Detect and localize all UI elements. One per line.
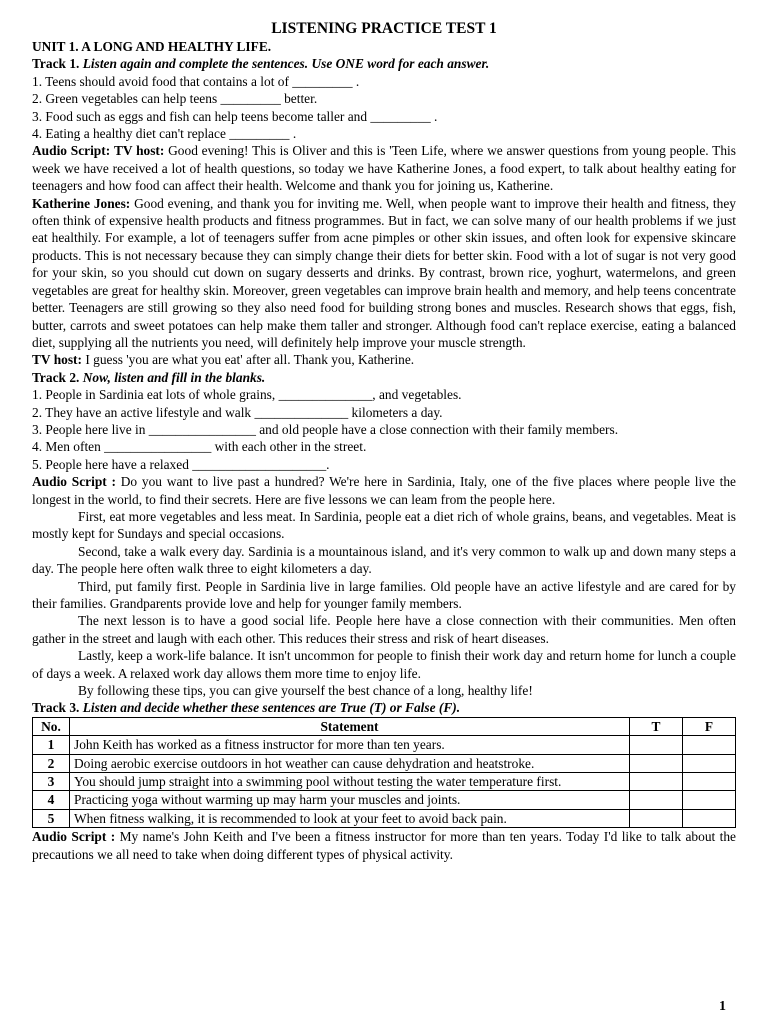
- speaker-label: TV host:: [113, 143, 165, 159]
- track1-host-intro: [32, 142, 736, 194]
- row-number: 4: [33, 791, 70, 809]
- table-row: [33, 809, 736, 827]
- row-statement: When fitness walking, it is recommended to look at your feet to avoid back pain.: [70, 809, 630, 827]
- table-row: [33, 736, 736, 754]
- script-text: Do you want to live past a hundred? We're here in Sardinia, Italy, one of the five places where people live the longest in the world, to find their secrets. Here are five lessons we can leam from the people here.: [32, 474, 736, 507]
- header-statement: Statement: [70, 717, 630, 735]
- script-text: My name's John Keith and I've been a fitness instructor for more than ten years. Today I'd like to talk about the precautions we all need to take when doing different types of physical activity.: [32, 829, 736, 862]
- track3-heading: [32, 699, 736, 716]
- track2-paragraph: The next lesson is to have a good social life. People here have a close connection with their communities. Men often gather in the street and laugh with each other. This reduces their stress and risk of heart diseases.: [32, 613, 736, 646]
- table-row: [33, 754, 736, 772]
- false-answer-cell[interactable]: [683, 736, 736, 754]
- track3-instruction: Listen and decide whether these sentences are True (T) or False (F).: [82, 700, 461, 716]
- header-false: F: [683, 717, 736, 735]
- unit-heading: UNIT 1. A LONG AND HEALTHY LIFE.: [32, 39, 272, 54]
- track2-heading: [32, 369, 736, 386]
- row-number: 3: [33, 773, 70, 791]
- script-label: Audio Script :: [32, 474, 116, 490]
- track1-item: 3. Food such as eggs and fish can help teens become taller and _________ .: [32, 108, 438, 124]
- speech-text: Good evening! This is Oliver and this is 'Teen Life, where we answer questions from young people. This week we have received a lot of health questions, so today we have Katherine Jones, a food expert, to talk about healthy eating for teenagers and how food can affect their health. Welcome and thank you for joining us, Katherine.: [32, 143, 736, 194]
- false-answer-cell[interactable]: [683, 791, 736, 809]
- row-statement: John Keith has worked as a fitness instructor for more than ten years.: [70, 736, 630, 754]
- track2-item: 1. People in Sardinia eat lots of whole grains, ______________, and vegetables.: [32, 387, 462, 403]
- track2-instruction: Now, listen and fill in the blanks.: [82, 369, 266, 385]
- true-answer-cell[interactable]: [630, 773, 683, 791]
- track2-script-intro: [32, 473, 736, 508]
- track2-item: 3. People here live in ________________ and old people have a close connection with their family members.: [32, 421, 619, 437]
- page-number: 1: [719, 999, 726, 1014]
- track2-paragraph: Lastly, keep a work-life balance. It isn't uncommon for people to finish their work day and return home for lunch a couple of days a week. A relaxed work day allows them more time to enjoy life.: [32, 648, 736, 681]
- table-row: [33, 791, 736, 809]
- speaker-label: TV host:: [32, 352, 82, 368]
- row-statement: You should jump straight into a swimming pool without testing the water temperature first.: [70, 773, 630, 791]
- table-row: [33, 773, 736, 791]
- header-true: T: [630, 717, 683, 735]
- document-page: [32, 20, 736, 863]
- speaker-label: Katherine Jones:: [32, 195, 131, 211]
- script-label: Audio Script:: [32, 143, 111, 159]
- track2-item: 2. They have an active lifestyle and walk ______________ kilometers a day.: [32, 404, 443, 420]
- speech-text: I guess 'you are what you eat' after all. Thank you, Katherine.: [85, 352, 415, 368]
- row-statement: Practicing yoga without warming up may harm your muscles and joints.: [70, 791, 630, 809]
- track2-paragraph: Second, take a walk every day. Sardinia is a mountainous island, and it's very common to walk up and down many steps a day. The people here often walk three to eight kilometers a day.: [32, 543, 736, 577]
- track1-heading: [32, 55, 736, 72]
- page-title: LISTENING PRACTICE TEST 1: [271, 20, 497, 37]
- track2-item: 4. Men often ________________ with each other in the street.: [32, 439, 367, 455]
- true-answer-cell[interactable]: [630, 736, 683, 754]
- track3-script: [32, 828, 736, 863]
- true-false-table: [32, 717, 736, 828]
- false-answer-cell[interactable]: [683, 809, 736, 827]
- track2-paragraph: Third, put family first. People in Sardinia live in large families. Old people have an active lifestyle and are cared for by their families. Grandparents provide love and help for younger family members.: [32, 578, 736, 611]
- row-statement: Doing aerobic exercise outdoors in hot weather can cause dehydration and heatstroke.: [70, 754, 630, 772]
- script-label: Audio Script :: [32, 829, 116, 845]
- track1-instruction: Listen again and complete the sentences. Use ONE word for each answer.: [82, 56, 490, 72]
- track3-label: Track 3.: [32, 700, 80, 716]
- track1-item: 4. Eating a healthy diet can't replace _________ .: [32, 126, 297, 142]
- track1-item: 2. Green vegetables can help teens _________ better.: [32, 91, 318, 107]
- false-answer-cell[interactable]: [683, 754, 736, 772]
- track2-paragraph: By following these tips, you can give yourself the best chance of a long, healthy life!: [78, 683, 533, 699]
- false-answer-cell[interactable]: [683, 773, 736, 791]
- track1-guest-speech: [32, 195, 736, 352]
- track2-label: Track 2.: [32, 369, 80, 385]
- track1-host-close: [32, 351, 736, 368]
- speech-text: Good evening, and thank you for inviting me. Well, when people want to improve their health and fitness, they often think of expensive health products and fitness programmes. But in fact, we can solve many of our health problems if we just eat healthily. For example, a lot of teenagers suffer from acne pimples or other skin issues, and often look for expensive skincare products. This is not necessary because they can simply change their diets for better skin. Food with a lot of sugar is not very good for your skin, so you should cut down on sugary desserts and drinks. By contrast, brown rice, yoghurt, watermelons, and green vegetables are great for healthy skin. Moreover, green vegetables can improve brain health and memory, and help teens concentrate better. Teenagers are still growing so they also need food for building strong bones and muscles. Research shows that eggs, fish, butter, carrots and sweet potatoes can help make them taller and stronger. Although food can't replace exercise, eating a balanced diet, supplying all the nutrients you need, will definitely help improve your muscle strength.: [32, 195, 736, 350]
- row-number: 5: [33, 809, 70, 827]
- header-no: No.: [33, 717, 70, 735]
- true-answer-cell[interactable]: [630, 791, 683, 809]
- row-number: 2: [33, 754, 70, 772]
- true-answer-cell[interactable]: [630, 754, 683, 772]
- track2-paragraph: First, eat more vegetables and less meat. In Sardinia, people eat a diet rich of whole grains, beans, and vegetables. Meat is mostly kept for Sundays and special occasions.: [32, 508, 736, 542]
- row-number: 1: [33, 736, 70, 754]
- table-header-row: [33, 717, 736, 735]
- track1-label: Track 1.: [32, 56, 80, 72]
- track1-item: 1. Teens should avoid food that contains a lot of _________ .: [32, 73, 360, 89]
- track2-item: 5. People here have a relaxed ____________________.: [32, 456, 330, 472]
- true-answer-cell[interactable]: [630, 809, 683, 827]
